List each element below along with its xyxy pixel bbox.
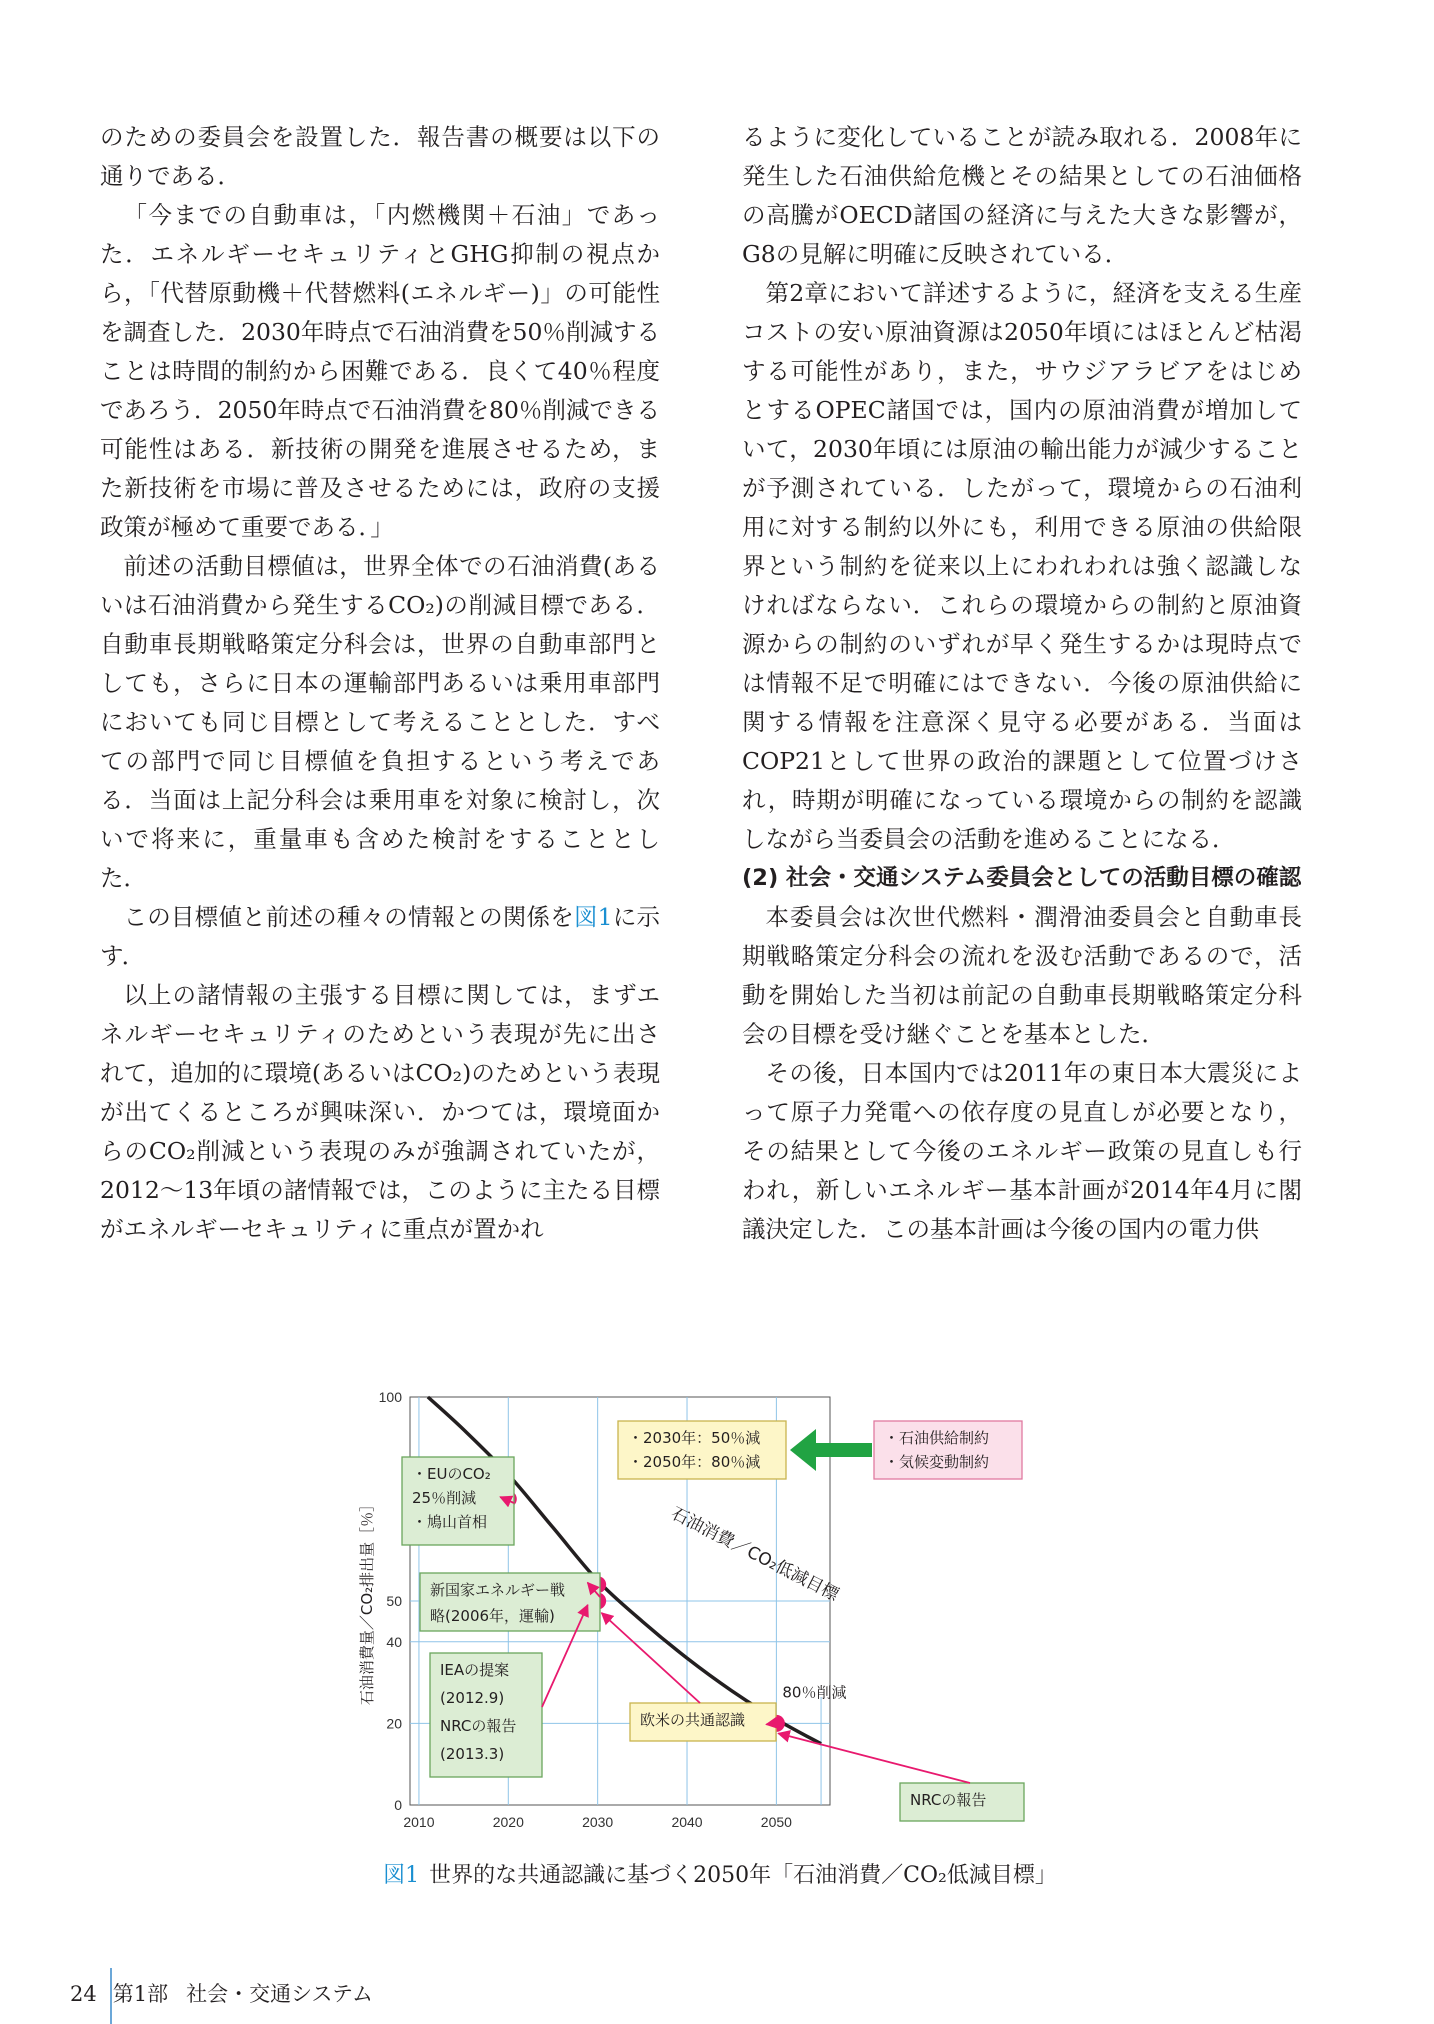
iea-nrc-annotation-box-line: (2013.3) — [440, 1745, 505, 1763]
text: に示す． — [100, 903, 661, 970]
paragraph: 以上の諸情報の主張する目標に関しては，まずエネルギーセキュリティのためという表現が先に出されて，追加的に環境(あるいはCO₂)のためという表現が出てくるところが興味深い．かつては，環境面からのCO₂削減という表現のみが強調されていたが，2012〜13年頃の諸情報では，このように主たる目標がエネルギーセキュリティに重点が置かれ — [100, 981, 660, 1243]
constraint-annotation-box-line: ・石油供給制約 — [884, 1429, 990, 1447]
constraint-annotation-box — [874, 1421, 1022, 1479]
y-tick-label: 20 — [386, 1715, 402, 1732]
green-arrow-shape — [790, 1429, 872, 1471]
section-heading: (2) 社会・交通システム委員会としての活動目標の確認 — [742, 865, 1302, 891]
eu-annotation-box-line: ・EUのCO₂ — [412, 1465, 491, 1483]
consensus-annotation-box-line: 欧米の共通認識 — [640, 1711, 746, 1729]
paragraph: その後，日本国内では2011年の東日本大震災によって原子力発電への依存度の見直しが必要となり，その結果として今後のエネルギー政策の見直しも行われ，新しいエネルギー基本計画が2014年4月に閣議決定した．この基本計画は今後の国内の電力供 — [742, 1059, 1302, 1243]
paragraph: 本委員会は次世代燃料・潤滑油委員会と自動車長期戦略策定分科会の流れを汲む活動であるので，活動を開始した当初は前記の自動車長期戦略策定分科会の目標を受け継ぐことを基本とした． — [742, 903, 1302, 1048]
quoted-summary: 「今までの自動車は，「内燃機関＋石油」であった．エネルギーセキュリティとGHG抑制の視点から，「代替原動機＋代替燃料(エネルギー)」の可能性を調査した．2030年時点で石油消費を50％削減することは時間的制約から困難である．良くて40％程度であろう．2050年時点で石油消費を80％削減できる可能性はある．新技術の開発を進展させるため，また新技術を市場に普及させるためには，政府の支援政策が極めて重要である．」 — [100, 201, 660, 541]
part-label: 第1部 — [112, 1982, 169, 2006]
right-column — [742, 118, 1302, 1249]
figure-chart — [340, 1385, 1100, 1865]
paragraph: 第2章において詳述するように，経済を支える生産コストの安い原油資源は2050年頃にはほとんど枯渇する可能性があり，また，サウジアラビアをはじめとするOPEC諸国では，国内の原油消費が増加していて，2030年頃には原油の輸出能力が減少することが予測されている．したがって，環境からの石油利用に対する制約以外にも，利用できる原油の供給限界という制約を従来以上にわれわれは強く認識しなければならない．これらの環境からの制約と原油資源からの制約のいずれが早く発生するかは現時点では情報不足で明確にはできない．今後の原油供給に関する情報を注意深く見守る必要がある．当面はCOP21として世界の政治的課題として位置づけされ，時期が明確になっている環境からの制約を認識しながら当委員会の活動を進めることになる． — [742, 279, 1302, 853]
eu-annotation-box — [402, 1457, 514, 1545]
paragraph: のための委員会を設置した．報告書の概要は以下の通りである． — [100, 123, 660, 190]
y-tick-label: 100 — [378, 1389, 402, 1405]
strategy-annotation-box — [420, 1573, 600, 1631]
y-axis-label: 石油消費量／CO₂排出量［％］ — [358, 1496, 376, 1706]
nrc-annotation-box — [900, 1783, 1024, 1821]
annotations — [402, 1421, 1024, 1821]
eu-annotation-box-line: 25％削減 — [412, 1489, 477, 1507]
page-number: 24 — [70, 1982, 97, 2006]
x-tick-label: 2020 — [492, 1814, 524, 1830]
x-tick-label: 2040 — [671, 1814, 703, 1830]
nrc-annotation-box-line: NRCの報告 — [910, 1791, 987, 1809]
y-tick-label: 50 — [386, 1593, 402, 1609]
y-tick-label: 0 — [394, 1797, 402, 1813]
figure-number: 図1 — [383, 1863, 420, 1888]
x-tick-label: 2030 — [582, 1814, 614, 1830]
iea-nrc-annotation-box-line: IEAの提案 — [440, 1661, 510, 1679]
reduction-80-label: 80％削減 — [782, 1683, 847, 1702]
curve-label: 石油消費／CO₂低減目標 — [667, 1503, 842, 1606]
x-tick-label: 2050 — [760, 1814, 792, 1830]
strategy-annotation-box-line: 新国家エネルギー戦 — [430, 1581, 566, 1599]
iea-nrc-annotation-box — [430, 1653, 542, 1777]
section-label: 社会・交通システム — [186, 1982, 374, 2006]
y-tick-label: 40 — [386, 1633, 402, 1650]
constraint-annotation-box-line: ・気候変動制約 — [884, 1453, 990, 1471]
eu-annotation-box-line: ・鳩山首相 — [412, 1513, 488, 1531]
figure-caption — [340, 1858, 1100, 1889]
target-annotation-box — [618, 1421, 786, 1479]
consensus-annotation-box — [630, 1703, 776, 1741]
page-footer — [70, 1978, 373, 2008]
left-column — [100, 118, 660, 1249]
caption-text: 世界的な共通認識に基づく2050年「石油消費／CO₂低減目標」 — [429, 1863, 1057, 1888]
arrow-nrc — [778, 1733, 970, 1783]
strategy-annotation-box-line: 略(2006年，運輸) — [430, 1607, 555, 1625]
paragraph: るように変化していることが読み取れる．2008年に発生した石油供給危機とその結果としての石油価格の高騰がOECD諸国の経済に与えた大きな影響が，G8の見解に明確に反映されている． — [742, 123, 1302, 268]
target-annotation-box-line: ・2050年：80％減 — [628, 1453, 761, 1471]
text: この目標値と前述の種々の情報との関係を — [123, 903, 574, 931]
figure-reference-paragraph — [100, 898, 660, 976]
target-annotation-box-line: ・2030年：50％減 — [628, 1429, 761, 1447]
figure-link[interactable]: 図1 — [573, 903, 613, 931]
paragraph: 前述の活動目標値は，世界全体での石油消費(あるいは石油消費から発生するCO₂)の削減目標である．自動車長期戦略策定分科会は，世界の自動車部門としても，さらに日本の運輸部門あるいは乗用車部門においても同じ目標として考えることとした．すべての部門で同じ目標値を負担するという考えである．当面は上記分科会は乗用車を対象に検討し，次いで将来に，重量車も含めた検討をすることとした． — [100, 552, 660, 892]
iea-nrc-annotation-box-line: (2012.9) — [440, 1689, 505, 1707]
x-tick-label: 2010 — [403, 1814, 435, 1830]
iea-nrc-annotation-box-line: NRCの報告 — [440, 1717, 517, 1735]
